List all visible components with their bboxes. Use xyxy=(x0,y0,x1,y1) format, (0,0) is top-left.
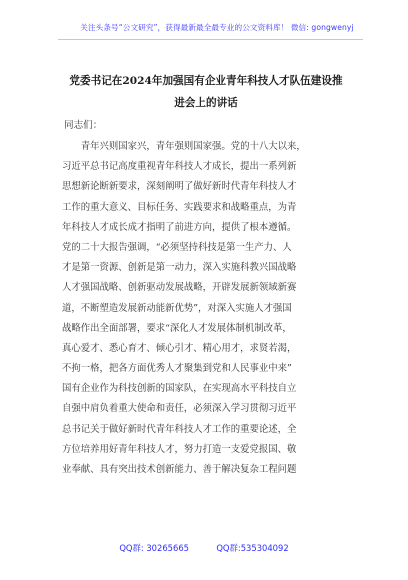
body-line: 总书记关于做好新时代青年科技人才工作的重要论述，全 xyxy=(62,423,297,435)
body-line: 党的二十大报告强调，“必须坚持科技是第一生产力、人 xyxy=(62,241,292,253)
body-line: 年科技人才成长成才指明了前进方向，提供了根本遵循。 xyxy=(62,221,297,233)
body-line: 工作的重大意义、目标任务、实践要求和战略重点，为青 xyxy=(62,201,297,213)
body-line: 业奉献、具有突出技术创新能力、善于解决复杂工程问题 xyxy=(62,464,297,475)
body-line: 才是第一资源、创新是第一动力，深入实施科教兴国战略 xyxy=(62,262,297,274)
body-line: 青年兴则国家兴，青年强则国家强。党的十八大以来， xyxy=(62,141,306,152)
body-line: 战略作出全面部署，要求“深化人才发展体制机制改革， xyxy=(62,322,292,334)
footer-qq-group-2: QQ群:535304092 xyxy=(216,543,289,553)
body-line: 道，不断塑造发展新动能新优势”，对深入实施人才强国 xyxy=(62,302,292,314)
body-line: 自强中肩负着重大使命和责任，必须深入学习贯彻习近平 xyxy=(62,403,297,415)
document-title xyxy=(56,70,356,114)
body-line: 习近平总书记高度重视青年科技人才成长，提出一系列新 xyxy=(62,161,297,173)
header-promo-text: 关注头条号“公文研究”，获得最新最全最专业的公文资料库！ 微信: gongwenyj xyxy=(80,23,354,32)
salutation: 同志们： xyxy=(64,120,103,131)
body-line: 真心爱才、悉心育才、倾心引才、精心用才，求贤若渴， xyxy=(62,342,297,354)
document-body xyxy=(62,137,352,480)
header-divider xyxy=(58,39,363,40)
footer-contact xyxy=(0,542,408,554)
body-line: 国有企业作为科技创新的国家队，在实现高水平科技自立 xyxy=(62,383,297,395)
body-line: 方位培养用好青年科技人才，努力打造一支爱党报国、敬 xyxy=(62,443,297,455)
title-line-1: 党委书记在2024年加强国有企业青年科技人才队伍建设推 xyxy=(69,75,343,87)
body-line: 不拘一格，把各方面优秀人才聚集到党和人民事业中来” xyxy=(62,363,292,375)
body-line: 人才强国战略、创新驱动发展战略，开辟发展新领域新赛 xyxy=(62,282,297,294)
title-line-2: 进会上的讲话 xyxy=(174,97,238,109)
footer-qq-group-1: QQ群: 30265665 xyxy=(119,543,189,553)
body-line: 思想新论断新要求，深刻阐明了做好新时代青年科技人才 xyxy=(62,181,297,193)
